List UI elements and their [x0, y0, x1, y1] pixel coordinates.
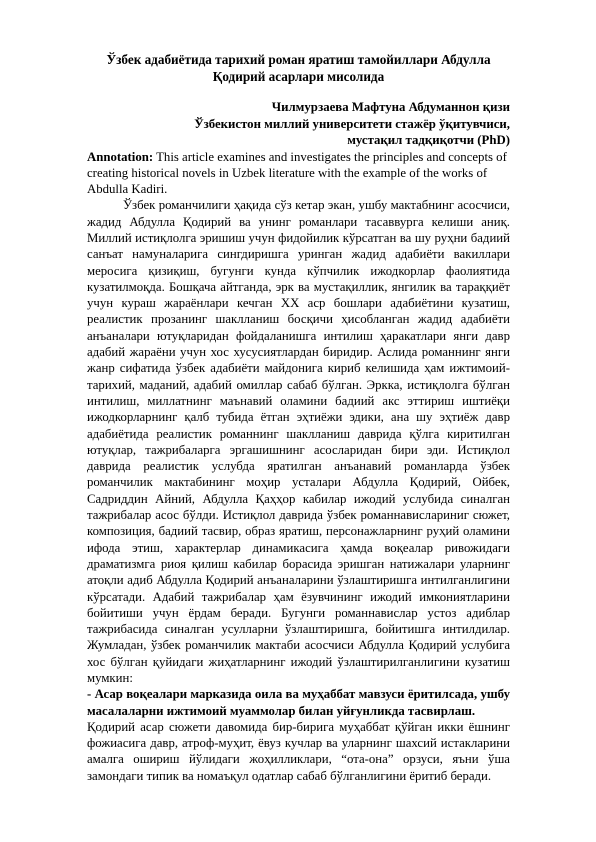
document-page	[87, 52, 510, 784]
author-name: Чилмурзаева Мафтуна Абдуманнон қизи	[271, 100, 510, 114]
title-line-2: Қодирий асарлари мисолида	[212, 68, 385, 84]
annotation-label: Annotation:	[87, 149, 154, 164]
annotation-text: This article examines and investigates the principles and concepts of creating historical novels in Uzbek literature with the example of the works of Abdulla Kadiri.	[87, 149, 507, 197]
bold-thesis-paragraph: - Асар воқеалари марказида оила ва муҳаббат мавзуси ёритилсада, ушбу масалаларни ижтимоий муаммолар билан уйғунликда тасвирлаш.	[87, 687, 510, 718]
body-paragraph-1: Ўзбек романчилиги ҳақида сўз кетар экан, ушбу мактабнинг асосчиси, жадид Абдулла Қодирий ва унинг романлари тасаввурга келиши аниқ. Миллий истиқлолга эришиш учун фидойилик кўрсатган ва шу руҳни бадиий санъат намуналарига сингдиришга уринган жадид адабиёти вакиллари меросига қизиқиш, бугунги кунда кўпчилик ижодкорлар фаолиятида кузатилмоқда. Бошқача айтганда, эрк ва мустақиллик, янгилик ва тараққиёт учун кураш жараёнлари кечган ХХ аср бошлари адабиётини кузатиш, реалистик прозанинг шаклланиш босқичи ҳисобланган жадид адабиёти анъаналари ютуқларидан фойдаланишга интилиш ҳаракатлари янги давр адабий жараёни учун хос хусусиятлардан биридир. Аслида романнинг янги жанр сифатида ўзбек адабиёти майдонига кириб келишида ҳам ижтимоий-тарихий, маданий, адабий омиллар сабаб бўлган. Эркка, истиқлолга бўлган интилиш, миллатнинг маънавий оламини бадиий акс эттириш иштиёқи ижодкорларнинг қалб тубида ётган эҳтиёжи эдики, ана шу эҳтиёж давр адабиётида реалистик романнинг шаклланиш даврида қўлга киритилган ютуқлар, тажрибаларга эргашишнинг асосларидан бири эди. Истиқлол даврида реалистик услубда яратилган анъанавий романларда ўзбек романчилик мактабининг моҳир усталари Абдулла Қодирий, Ойбек, Садриддин Айний, Абдулла Қаҳҳор кабилар ижодий услубида синалган тажрибалар асос бўлди. Истиқлол даврида ўзбек романнавислариниг сюжет, композиция, бадиий тасвир, образ яратиш, персонажларнинг руҳий оламини ифода этиш, характерлар динамикасига ҳамда воқеалар ривожидаги драматизмга риоя қилиш кабилар борасида эришган натижалари уларнинг атоқли адиб Абдулла Қодирий анъаналарини ўзлаштиришга интилганлигини кўрсатади. Адабий тажрибалар ҳам ёзувчининг ижодий имкониятларини бойитиши учун ёрдам беради. Бугунги романнавислар устоз адиблар тажрибасида синалган усулларни ўзлаштиришга, бойитишга интилдилар. Жумладан, ўзбек романчилик мактаби асосчиси Абдулла Қодирий услубига хос бўлган қуйидаги жиҳатларнинг ижодий ўзлаштирилганлигини кузатиш мумкин:	[87, 198, 510, 685]
title-line-1: Ўзбек адабиётида тарихий роман яратиш тамойиллари Абдулла	[106, 52, 491, 67]
body-paragraph-2: Қодирий асар сюжети давомида бир-бирига муҳаббат қўйган икки ёшнинг фожиасига давр, атроф-муҳит, ёвуз кучлар ва уларнинг шахсий истакларини амалга ошириш йўлидаги жоҳилликлари, “ота-она” орзуси, яъни ўша замондаги типик ва номаъқул одатлар сабаб бўлганлигини ёритиб беради.	[87, 719, 510, 783]
author-role: мустақил тадқиқотчи (PhD)	[347, 133, 510, 147]
article-title	[87, 52, 510, 85]
annotation	[87, 149, 510, 198]
author-affiliation: Ўзбекистон миллий университети стажёр ўқитувчиси,	[194, 116, 510, 131]
